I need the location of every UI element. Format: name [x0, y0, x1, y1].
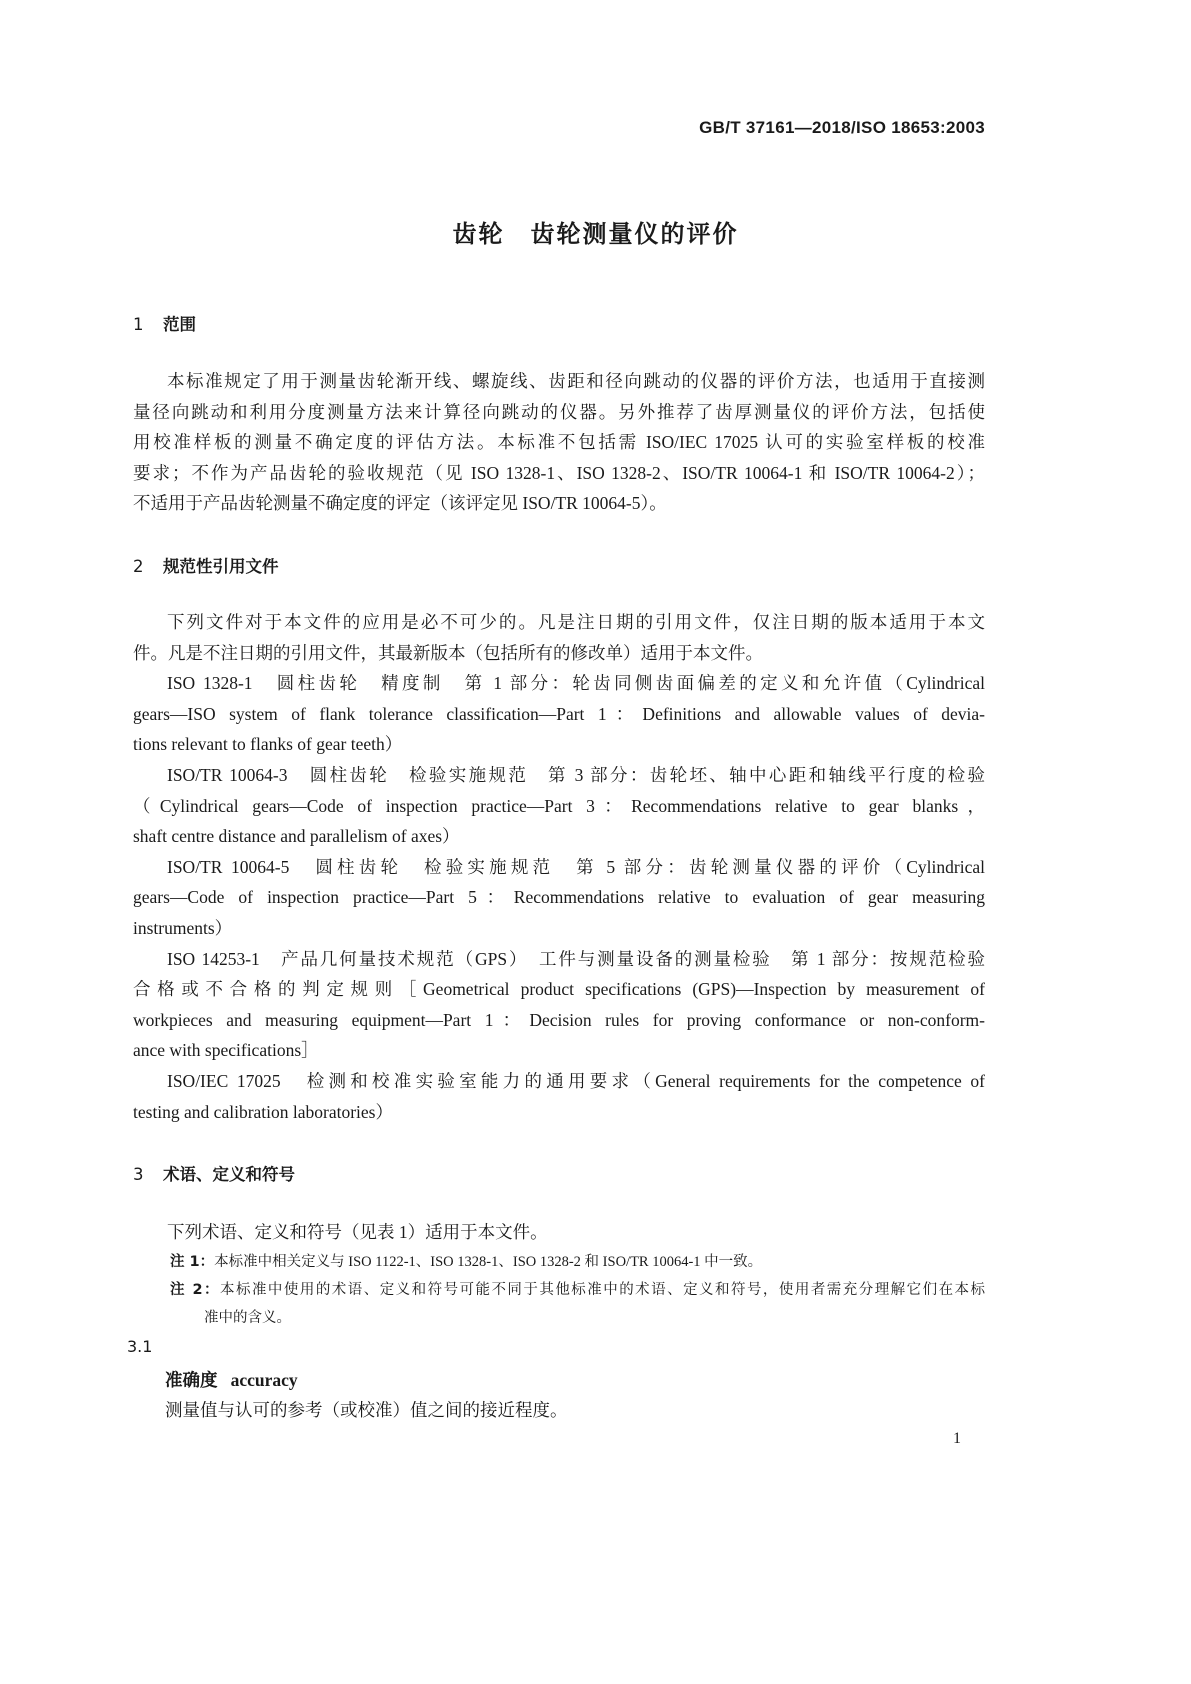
text-line: （Cylindrical gears—Code of inspection practice—Part 3：Recommendations relative to gear blanks，: [133, 795, 985, 816]
text-line: 要求；不作为产品齿轮的验收规范（见 ISO 1328-1、ISO 1328-2、ISO/TR 10064-1 和 ISO/TR 10064-2）；: [133, 462, 985, 483]
term-definition: 测量值与认可的参考（或校准）值之间的接近程度。: [165, 1400, 568, 1420]
section-number: 3: [133, 1165, 144, 1184]
text-line: ISO 14253-1 产品几何量技术规范（GPS） 工件与测量设备的测量检验 第 1 部分：按规范检验: [167, 948, 985, 969]
reference-item: [133, 668, 985, 760]
reference-item: [133, 760, 985, 852]
text-line: shaft centre distance and parallelism of axes）: [133, 826, 460, 847]
section-heading-terms: [133, 1161, 295, 1185]
notes: [170, 1248, 985, 1332]
section-heading-scope: [133, 311, 196, 335]
text-line: workpieces and measuring equipment—Part 1：Decision rules for proving conformance or non-conform-: [133, 1009, 985, 1030]
note-1: [170, 1248, 985, 1276]
term-number: 3.1: [127, 1337, 153, 1356]
text-line: 件。凡是不注日期的引用文件，其最新版本（包括所有的修改单）适用于本文件。: [133, 642, 763, 663]
term-en: accuracy: [230, 1370, 298, 1390]
text-line: 合格或不合格的判定规则［Geometrical product specifications (GPS)—Inspection by measurement of: [133, 979, 985, 1000]
text-line: tions relevant to flanks of gear teeth）: [133, 734, 403, 755]
text-line: 下列文件对于本文件的应用是必不可少的。凡是注日期的引用文件，仅注日期的版本适用于本文: [167, 612, 985, 632]
text-line: 用校准样板的测量不确定度的评估方法。本标准不包括需 ISO/IEC 17025 认可的实验室样板的校准: [133, 432, 985, 453]
text-line: ance with specifications］: [133, 1040, 319, 1061]
note-text: 本标准中使用的术语、定义和符号可能不同于其他标准中的术语、定义和符号，使用者需充分理解它们在本标: [220, 1282, 985, 1298]
section-number: 2: [133, 557, 144, 576]
page-number: 1: [953, 1430, 961, 1447]
document-title: 齿轮 齿轮测量仪的评价: [452, 220, 739, 248]
scope-paragraph: [133, 366, 985, 519]
note-label: 注 1：: [170, 1254, 215, 1270]
reference-item: [133, 1066, 985, 1127]
text-line: 下列术语、定义和符号（见表 1）适用于本文件。: [167, 1222, 548, 1242]
note-text: 本标准中相关定义与 ISO 1122-1、ISO 1328-1、ISO 1328-2 和 ISO/TR 10064-1 中一致。: [214, 1254, 763, 1270]
text-line: instruments）: [133, 917, 233, 938]
text-line: gears—Code of inspection practice—Part 5：Recommendations relative to evaluation of gear measuring: [133, 887, 985, 908]
section-heading-references: [133, 553, 279, 577]
reference-item: [133, 944, 985, 1066]
text-line: ISO/TR 10064-3 圆柱齿轮 检验实施规范 第 3 部分：齿轮坯、轴中心距和轴线平行度的检验: [167, 764, 985, 785]
note-label: 注 2：: [170, 1282, 221, 1298]
term-heading: [165, 1367, 298, 1392]
terms-intro: [133, 1217, 985, 1248]
references-paragraph: [133, 607, 985, 1127]
text-line: ISO/IEC 17025 检测和校准实验室能力的通用要求（General requirements for the competence of: [167, 1070, 985, 1091]
reference-item: [133, 852, 985, 944]
text-line: gears—ISO system of flank tolerance classification—Part 1：Definitions and allowable values of devia-: [133, 703, 985, 724]
note-2: [170, 1276, 985, 1304]
standard-number-header: GB/T 37161—2018/ISO 18653:2003: [699, 118, 985, 137]
term-zh: 准确度: [165, 1371, 218, 1391]
text-line: 不适用于产品齿轮测量不确定度的评定（该评定见 ISO/TR 10064-5）。: [133, 493, 667, 514]
section-title: 范围: [163, 315, 196, 334]
text-line: ISO/TR 10064-5 圆柱齿轮 检验实施规范 第 5 部分：齿轮测量仪器的评价（Cylindrical: [167, 856, 985, 877]
section-title: 规范性引用文件: [163, 557, 279, 576]
note-text: 准中的含义。: [204, 1310, 291, 1326]
text-line: ISO 1328-1 圆柱齿轮 精度制 第 1 部分：轮齿同侧齿面偏差的定义和允许值（Cylindrical: [167, 673, 985, 694]
text-line: testing and calibration laboratories）: [133, 1101, 393, 1122]
section-title: 术语、定义和符号: [163, 1165, 295, 1184]
text-line: 量径向跳动和利用分度测量方法来计算径向跳动的仪器。另外推荐了齿厚测量仪的评价方法，包括使: [133, 401, 985, 422]
section-number: 1: [133, 315, 144, 334]
text-line: 本标准规定了用于测量齿轮渐开线、螺旋线、齿距和径向跳动的仪器的评价方法，也适用于直接测: [167, 371, 985, 391]
